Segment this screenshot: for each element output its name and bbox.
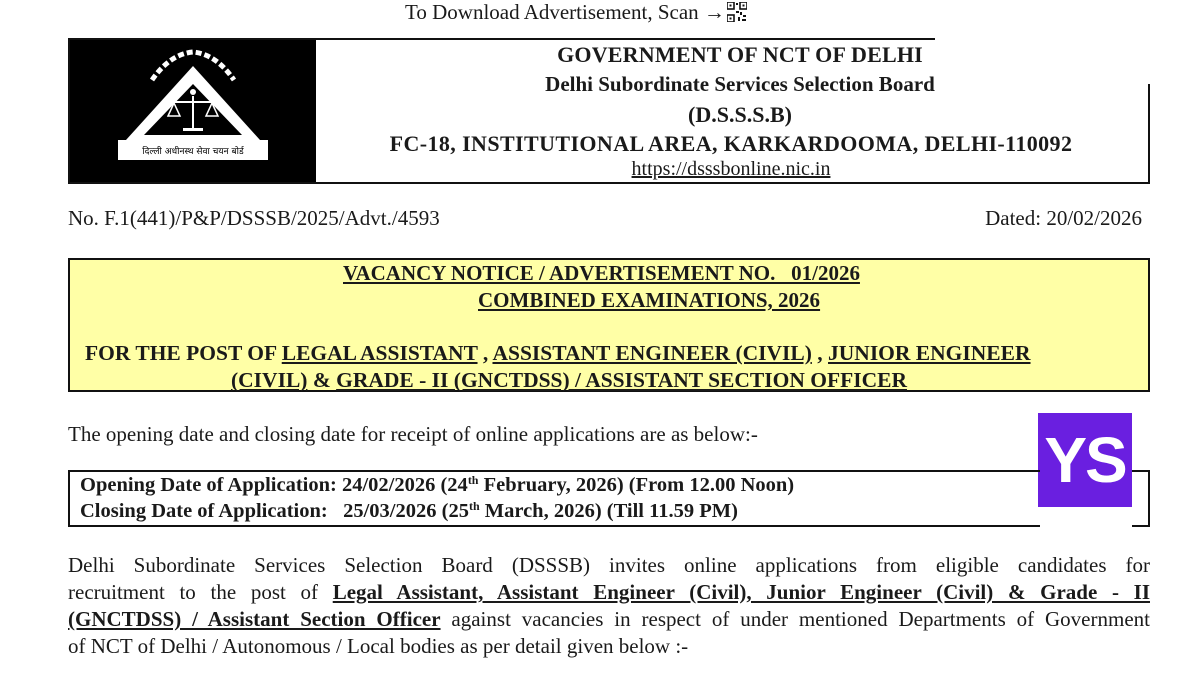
dates-box-edge: [1132, 470, 1150, 527]
notice-title: [343, 261, 860, 286]
post-line-2: [231, 368, 907, 393]
qr-code-icon[interactable]: [727, 2, 747, 22]
body-paragraph: [68, 552, 1150, 660]
body-line-2: [68, 579, 1150, 606]
board-name: Delhi Subordinate Services Selection Board: [545, 72, 935, 96]
post-prefix: FOR THE POST OF: [85, 341, 282, 365]
closing-value: 25/03/2026 (25: [343, 500, 469, 522]
body-posts-cont: (GNCTDSS) / Assistant Section Officer: [68, 607, 441, 631]
opening-date: [80, 474, 794, 497]
post-line-1: [85, 341, 1031, 366]
post-junior-engineer: JUNIOR ENGINEER: [828, 341, 1031, 365]
opening-rest: February, 2026) (From 12.00 Noon): [478, 474, 795, 496]
body-line-4: of NCT of Delhi / Autonomous / Local bodies as per detail given below :-: [68, 634, 689, 658]
notice-exam: COMBINED EXAMINATIONS, 2026: [478, 288, 821, 312]
body-posts: Legal Assistant, Assistant Engineer (Civil), Junior Engineer (Civil) & Grade - II: [332, 580, 1150, 604]
board-address: FC-18, INSTITUTIONAL AREA, KARKARDOOMA, DELHI-110092: [389, 131, 1073, 156]
post-separator: ,: [477, 341, 493, 365]
reference-number: No. F.1(441)/P&P/DSSSB/2025/Advt./4593: [68, 206, 440, 230]
notice-title-text: VACANCY NOTICE / ADVERTISEMENT NO. 01/2026: [343, 261, 860, 285]
closing-sup: th: [468, 499, 480, 513]
board-abbr: (D.S.S.S.B): [688, 102, 792, 127]
body-line-2-prefix: recruitment to the post of: [68, 580, 333, 604]
body-line-1: Delhi Subordinate Services Selection Board (DSSSB) invites online applications from eligible candidates for: [68, 553, 1150, 577]
closing-rest: March, 2026) (Till 11.59 PM): [479, 500, 738, 522]
body-line-3: [68, 606, 1150, 633]
download-note: [405, 0, 747, 25]
post-assistant-engineer: ASSISTANT ENGINEER (CIVIL): [492, 341, 812, 365]
opening-label: Opening Date of Application:: [80, 474, 342, 496]
website-link[interactable]: https://dsssbonline.nic.in: [631, 158, 831, 180]
post-separator: ,: [811, 341, 829, 365]
closing-label: Closing Date of Application:: [80, 500, 344, 522]
post-legal-assistant: LEGAL ASSISTANT: [281, 341, 478, 365]
dsssb-logo: [70, 40, 316, 182]
logo-caption: दिल्ली अधीनस्थ सेवा चयन बोर्ड: [142, 147, 244, 157]
ys-badge: YS: [1038, 413, 1132, 507]
opening-sup: th: [467, 473, 479, 487]
post-separator: &: [307, 368, 337, 392]
post-junior-engineer-civil: (CIVIL): [231, 368, 308, 392]
body-line-3-rest: against vacancies in respect of under mentioned Departments of Government: [440, 607, 1150, 631]
download-note-text: To Download Advertisement, Scan →: [405, 0, 725, 24]
post-grade-ii-aso: GRADE - II (GNCTDSS) / ASSISTANT SECTION OFFICER: [336, 368, 907, 392]
closing-date: [80, 500, 738, 523]
gov-title: GOVERNMENT OF NCT OF DELHI: [557, 42, 923, 67]
opening-value: 24/02/2026 (24: [341, 474, 468, 496]
notice-date: Dated: 20/02/2026: [985, 206, 1142, 230]
dates-intro: The opening date and closing date for receipt of online applications are as below:-: [68, 422, 758, 446]
